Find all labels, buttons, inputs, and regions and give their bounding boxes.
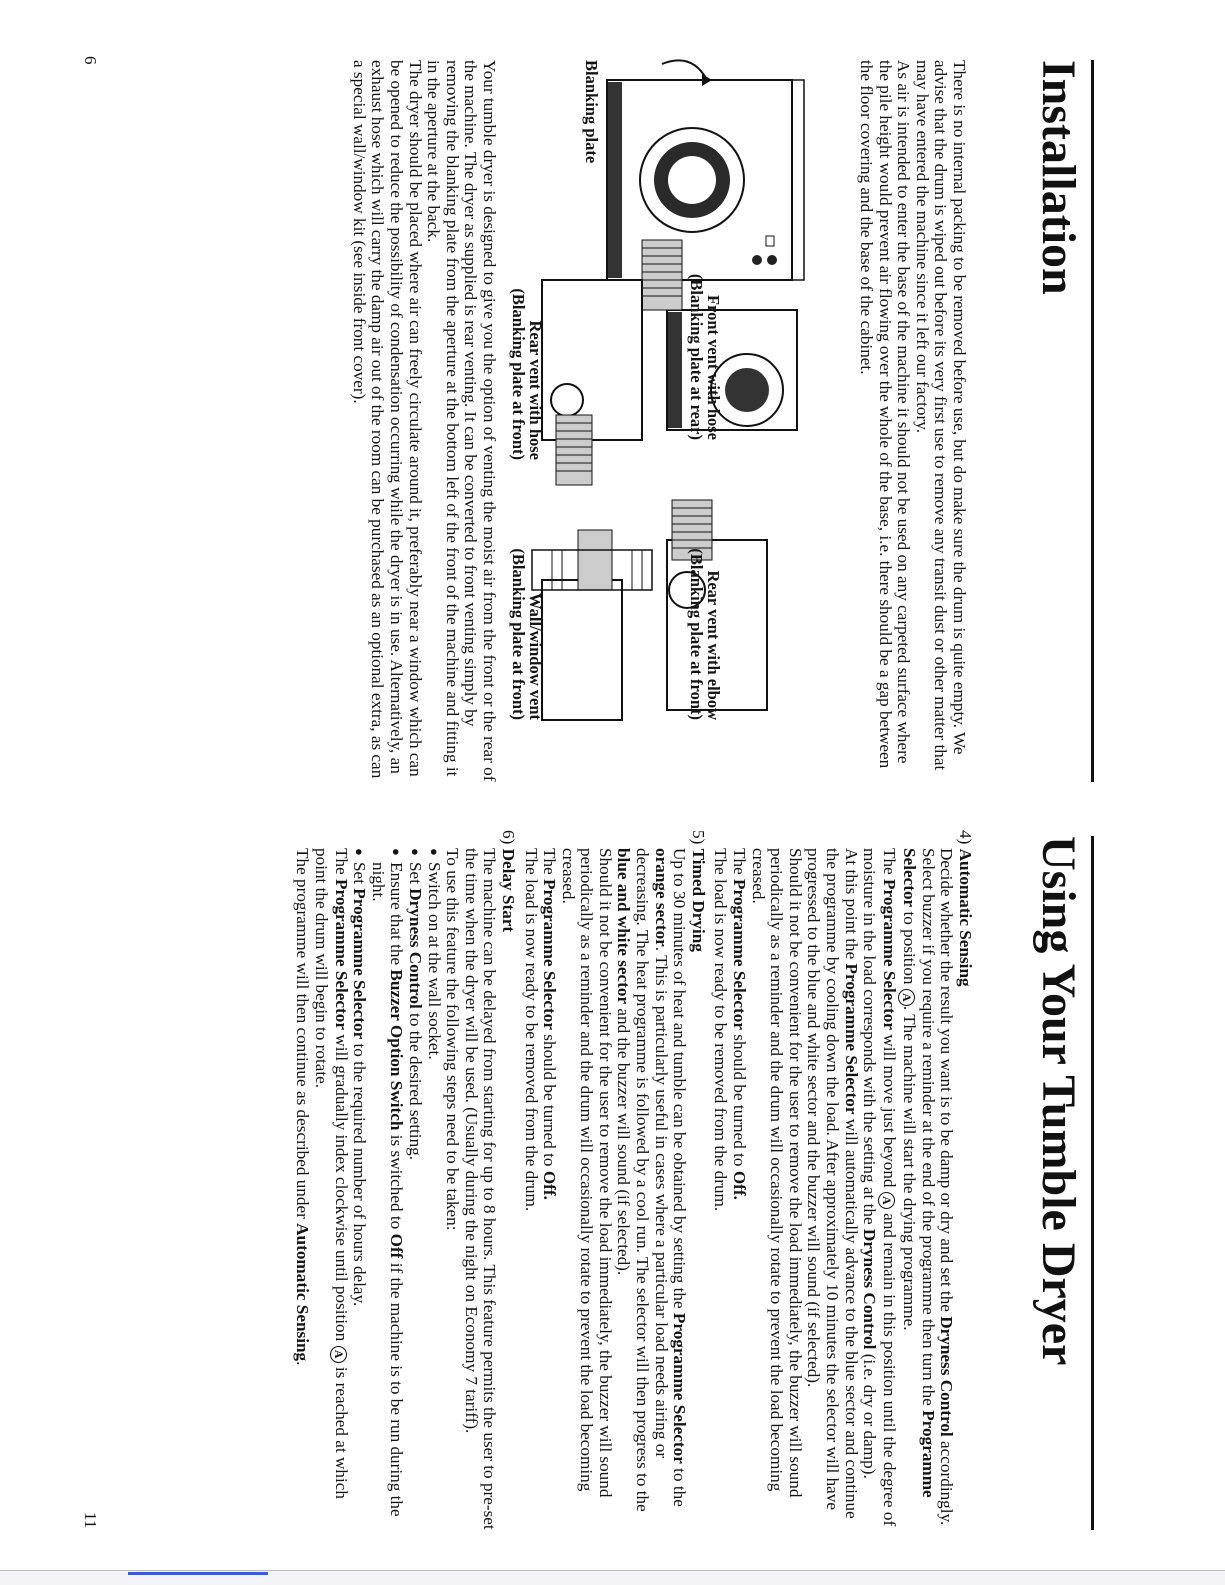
s4-heading xyxy=(955,830,974,1530)
s4-p2c: to position xyxy=(900,907,920,989)
s4-p6b: Programme Selector xyxy=(730,879,750,1030)
s6-b4c: to the required number of hours delay. xyxy=(350,1039,370,1307)
caption-wall-window-line1: Wall/window vent xyxy=(526,593,545,720)
left-page-number: 6 xyxy=(81,56,100,65)
s6-b3b: Buzzer Option Switch xyxy=(387,969,407,1131)
s6-p1: The machine can be delayed from starting for up to 8 hours. This feature permits the user to pre-set the time when the dryer will be used. (Usually during the night on Economy 7 tariff). xyxy=(461,848,500,1530)
s5-p1b: Programme Selector xyxy=(670,1312,690,1464)
s5-title: Timed Drying xyxy=(688,848,708,952)
position-a-marker: A xyxy=(878,1192,895,1209)
s4-p2 xyxy=(898,848,937,1530)
s5-p4: The load is now ready to be removed from the drum. xyxy=(521,848,541,1212)
scan-bottom-strip xyxy=(0,1570,1225,1585)
caption-rear-vent-elbow-line1: Rear vent with elbow xyxy=(704,570,723,720)
s5-p1e: . This is particularly useful in cases where a particular load needs airing or decreasing. The heat programme is followed by a cool run. The selector will then progress to the xyxy=(633,848,671,1512)
s4-p2d: . The machine will start the drying programme. xyxy=(900,1005,920,1331)
s4-title: Automatic Sensing xyxy=(956,848,975,987)
body-para-2: The dryer should be placed where air can freely circulate around it, preferably near a window which can be opened to reduce the possibility of condensation occurring while the dryer is in use. Alternatively, an exhaust hose which will carry the damp air out of the room can be purchased as an optional extra, as can a special wall/window kit (see inside front cover). xyxy=(349,60,425,779)
s4-number: 4) xyxy=(956,830,975,845)
s6-title: Delay Start xyxy=(498,848,518,933)
left-page-title: Installation xyxy=(1032,60,1085,295)
s6-p4a: The programme will then continue as described under xyxy=(293,848,312,1224)
s4-p6a: The xyxy=(730,848,750,880)
s4-p3c: will move just beyond xyxy=(880,1029,900,1192)
caption-blanking-plate: Blanking plate xyxy=(582,60,601,164)
s5-p3c: should be turned to xyxy=(540,1029,560,1171)
s4-p1c: accordingly. xyxy=(937,1436,957,1526)
caption-front-vent-line2: (Blanking plate at rear) xyxy=(687,273,706,440)
s6-p4c: . xyxy=(293,1361,312,1366)
s4-p6 xyxy=(729,848,748,1530)
scan-blue-mark xyxy=(128,1572,268,1575)
s6-b3a: Ensure that the xyxy=(387,862,407,970)
left-title-rule xyxy=(1091,60,1094,782)
s5-p3a: The xyxy=(540,848,560,880)
s4-p4 xyxy=(804,848,860,1530)
s4-p3d: and remain in this position until the degree of moisture in the load corresponds with the setting at the xyxy=(860,848,900,1527)
s5-content xyxy=(521,830,688,1530)
right-title-rule xyxy=(1091,836,1094,1530)
s6-content xyxy=(292,830,498,1530)
s6-b2c: to the desired setting. xyxy=(405,1008,425,1161)
s6-p3d: is reached at which point the drum will begin to rotate. xyxy=(311,848,351,1500)
s6-b2b: Dryness Control xyxy=(405,888,425,1009)
s4-p6d: Off. xyxy=(730,1170,750,1200)
s6-b2a: Set xyxy=(405,862,425,889)
intro-para-1: There is no internal packing to be removed before use, but do make sure the drum is quite empty. We advise that the drum is wiped out before its very first use to remove any transit dust or other matter that may have entered the machine since it left our factory. xyxy=(912,60,969,771)
right-page xyxy=(12,830,1212,1530)
s4-p1b: Dryness Control xyxy=(937,1316,957,1437)
s5-p1d: orange sector xyxy=(651,848,671,947)
s6-bullet-4 xyxy=(350,848,369,1530)
s6-p2: To use this feature the following steps need to be taken: xyxy=(443,848,463,1231)
s5-number: 5) xyxy=(688,830,708,845)
left-intro xyxy=(856,60,968,782)
s4-p3f: (i.e. dry or damp). xyxy=(860,1349,880,1479)
s6-b3d: Off xyxy=(387,1233,407,1259)
s6-p4b: Automatic Sensing xyxy=(293,1223,312,1362)
s5-p1 xyxy=(614,848,688,1530)
s5-p3d: Off. xyxy=(540,1170,560,1200)
caption-rear-vent-hose-line1: Rear vent with hose xyxy=(526,320,545,460)
s6-p3c: will gradually index clockwise until position xyxy=(331,1029,351,1346)
caption-rear-vent-hose-line2: (Blanking plate at front) xyxy=(509,288,528,460)
s4-p5: Should it not be convenient for the user to remove the load immediately, the buzzer will sound periodically as a reminder and the drum will occasionally rotate to prevent the load becoming creased. xyxy=(748,848,805,1498)
s5-p1a: Up to 30 minutes of heat and tumble can be obtained by setting the xyxy=(670,848,690,1313)
caption-front-vent-line1: Front vent with hose xyxy=(704,295,723,440)
left-page xyxy=(12,0,1212,780)
s4-p1a: Decide whether the result you want is to be damp or dry and set the xyxy=(937,848,957,1317)
right-page-title: Using Your Tumble Dryer xyxy=(1032,836,1085,1366)
s4-p6c: should be turned to xyxy=(730,1029,750,1171)
s4-p3e: Dryness Control xyxy=(860,1228,880,1350)
s6-heading xyxy=(498,830,517,1530)
s5-p1c: to the xyxy=(670,1463,690,1507)
s4-p7: The load is now ready to be removed from the drum. xyxy=(711,848,731,1212)
caption-front-vent xyxy=(688,250,722,440)
s6-b3c: is switched to xyxy=(387,1130,407,1234)
s4-p2b: Programme Selector xyxy=(900,848,938,1498)
s5-heading xyxy=(688,830,707,1530)
s6-p3 xyxy=(311,848,350,1530)
s5-p3 xyxy=(540,848,559,1530)
caption-rear-vent-elbow xyxy=(688,500,722,720)
s4-p3 xyxy=(860,848,899,1530)
s6-b4b: Programme Selector xyxy=(350,888,370,1040)
position-a-marker: A xyxy=(898,989,915,1006)
right-page-number: 11 xyxy=(81,1512,100,1529)
rotated-spread xyxy=(12,0,1212,1560)
s4-content xyxy=(711,830,956,1530)
s5-p1f: blue and white sector xyxy=(614,848,634,1005)
caption-rear-vent-hose xyxy=(510,250,544,460)
s6-b4a: Set xyxy=(350,862,370,889)
s4-p3a: The xyxy=(880,848,900,880)
position-a-marker: A xyxy=(330,1346,347,1363)
s4-p1 xyxy=(937,848,956,1530)
body-para-1: Your tumble dryer is designed to give you the option of venting the moist air from the front or the rear of the machine. The dryer as supplied is rear venting. It can be converted to front venting simply by removing the blanking plate from the aperture at the bottom left of the front of the machine and fitting it in the aperture at the back. xyxy=(424,60,499,782)
s6-number: 6) xyxy=(498,830,518,845)
s6-p4 xyxy=(292,848,311,1530)
s6-p3b: Programme Selector xyxy=(331,879,351,1030)
s6-p3a: The xyxy=(331,848,351,880)
s4-p4a: At this point the xyxy=(841,848,861,964)
intro-para-2: As air is intended to enter the base of the machine it should not be used on any carpeted surface where the pile height would prevent air flowing over the whole of the base, i.e. there should be a gap between the floor covering and the base of the cabinet. xyxy=(857,60,914,769)
caption-wall-window-line2: (Blanking plate at front) xyxy=(509,548,528,720)
s6-bullet-2 xyxy=(405,848,424,1530)
caption-wall-window-vent xyxy=(510,520,544,720)
s4-p4c: will automatically advance to the blue sector and continue the programme by cooling down the load. After approximately 10 minutes the selector will have progressed to the blue and white sector and the buzzer will sound (if selected). xyxy=(804,848,861,1519)
s6-bullet-1: ● Switch on at the wall socket. xyxy=(424,848,443,1530)
s5-p2: Should it not be convenient for the user to remove the load immediately, the buzzer will sound periodically as a reminder and the drum will occasionally rotate to prevent the load becoming creased. xyxy=(558,848,615,1498)
s5-p1g: and the buzzer will sound (if selected). xyxy=(614,1004,634,1276)
s4-p4b: Programme Selector xyxy=(841,963,861,1115)
caption-rear-vent-elbow-line2: (Blanking plate at front) xyxy=(687,548,706,720)
s4-p2a: Select buzzer if you require a reminder at the end of the programme then turn the xyxy=(918,848,938,1411)
s4-p3b: Programme Selector xyxy=(880,879,900,1030)
s6-bullet-3 xyxy=(368,848,405,1530)
s5-p3b: Programme Selector xyxy=(540,879,560,1030)
right-body xyxy=(292,830,974,1530)
left-body xyxy=(349,60,498,782)
s6-b3e: if the machine is to be run during the night. xyxy=(368,862,407,1517)
